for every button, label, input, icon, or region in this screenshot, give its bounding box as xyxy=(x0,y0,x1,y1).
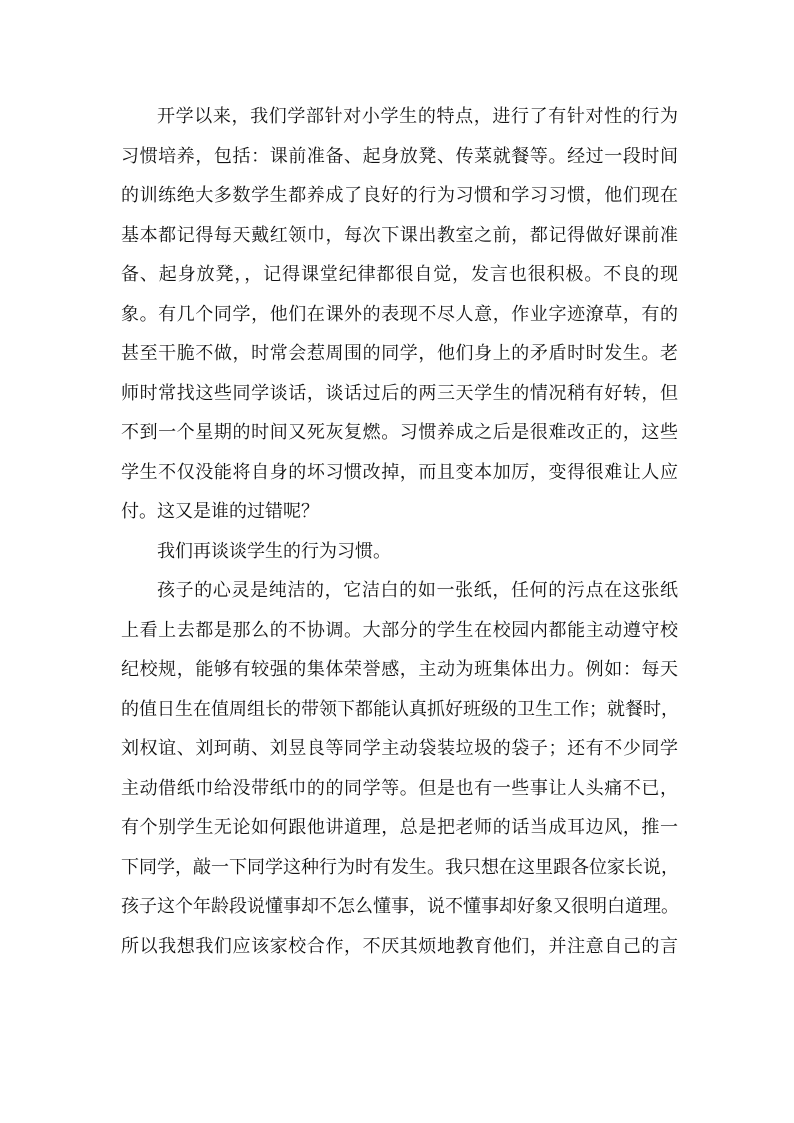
paragraph-3 xyxy=(121,571,678,966)
text-line: 基本都记得每天戴红领巾，每次下课出教室之前，都记得做好课前准 xyxy=(121,224,678,246)
text-line: 的值日生在值周组长的带领下都能认真抓好班级的卫生工作；就餐时， xyxy=(121,698,679,720)
text-line: 我们再谈谈学生的行为习惯。 xyxy=(157,540,391,562)
text-line: 师时常找这些同学谈话，谈话过后的两三天学生的情况稍有好转，但 xyxy=(121,382,678,404)
text-line: 主动借纸巾给没带纸巾的的同学等。但是也有一些事让人头痛不已， xyxy=(121,777,678,799)
paragraph-2 xyxy=(121,532,678,572)
paragraph-1 xyxy=(121,97,678,532)
text-line: 上看上去都是那么的不协调。大部分的学生在校园内都能主动遵守校 xyxy=(121,619,678,641)
text-line: 孩子的心灵是纯洁的，它洁白的如一张纸，任何的污点在这张纸 xyxy=(157,580,678,601)
text-line: 象。有几个同学，他们在课外的表现不尽人意，作业字迹潦草，有的 xyxy=(121,303,678,325)
text-line: 纪校规，能够有较强的集体荣誉感，主动为班集体出力。例如：每天 xyxy=(121,659,678,680)
text-line: 的训练绝大多数学生都养成了良好的行为习惯和学习习惯，他们现在 xyxy=(121,185,678,206)
text-line: 付。这又是谁的过错呢？ xyxy=(121,501,319,522)
text-line: 备、起身放凳，，记得课堂纪律都很自觉，发言也很积极。不良的现 xyxy=(121,264,678,285)
text-line: 学生不仅没能将自身的坏习惯改掉，而且变本加厉，变得很难让人应 xyxy=(121,461,678,483)
text-line: 不到一个星期的时间又死灰复燃。习惯养成之后是很难改正的，这些 xyxy=(121,422,678,443)
text-line: 下同学，敲一下同学这种行为时有发生。我只想在这里跟各位家长说， xyxy=(121,856,679,878)
text-line: 开学以来，我们学部针对小学生的特点，进行了有针对性的行为 xyxy=(157,106,678,127)
text-line: 习惯培养，包括：课前准备、起身放凳、传菜就餐等。经过一段时间 xyxy=(121,145,678,167)
document-page xyxy=(121,97,678,966)
text-line: 甚至干脆不做，时常会惹周围的同学，他们身上的矛盾时时发生。老 xyxy=(121,343,678,364)
text-line: 有个别学生无论如何跟他讲道理，总是把老师的话当成耳边风，推一 xyxy=(121,817,678,838)
text-line: 孩子这个年龄段说懂事却不怎么懂事，说不懂事却好象又很明白道理。 xyxy=(121,896,679,917)
text-line: 所以我想我们应该家校合作，不厌其烦地教育他们，并注意自己的言 xyxy=(121,935,678,957)
text-line: 刘权谊、刘珂萌、刘昱良等同学主动袋装垃圾的袋子；还有不少同学 xyxy=(121,738,678,759)
